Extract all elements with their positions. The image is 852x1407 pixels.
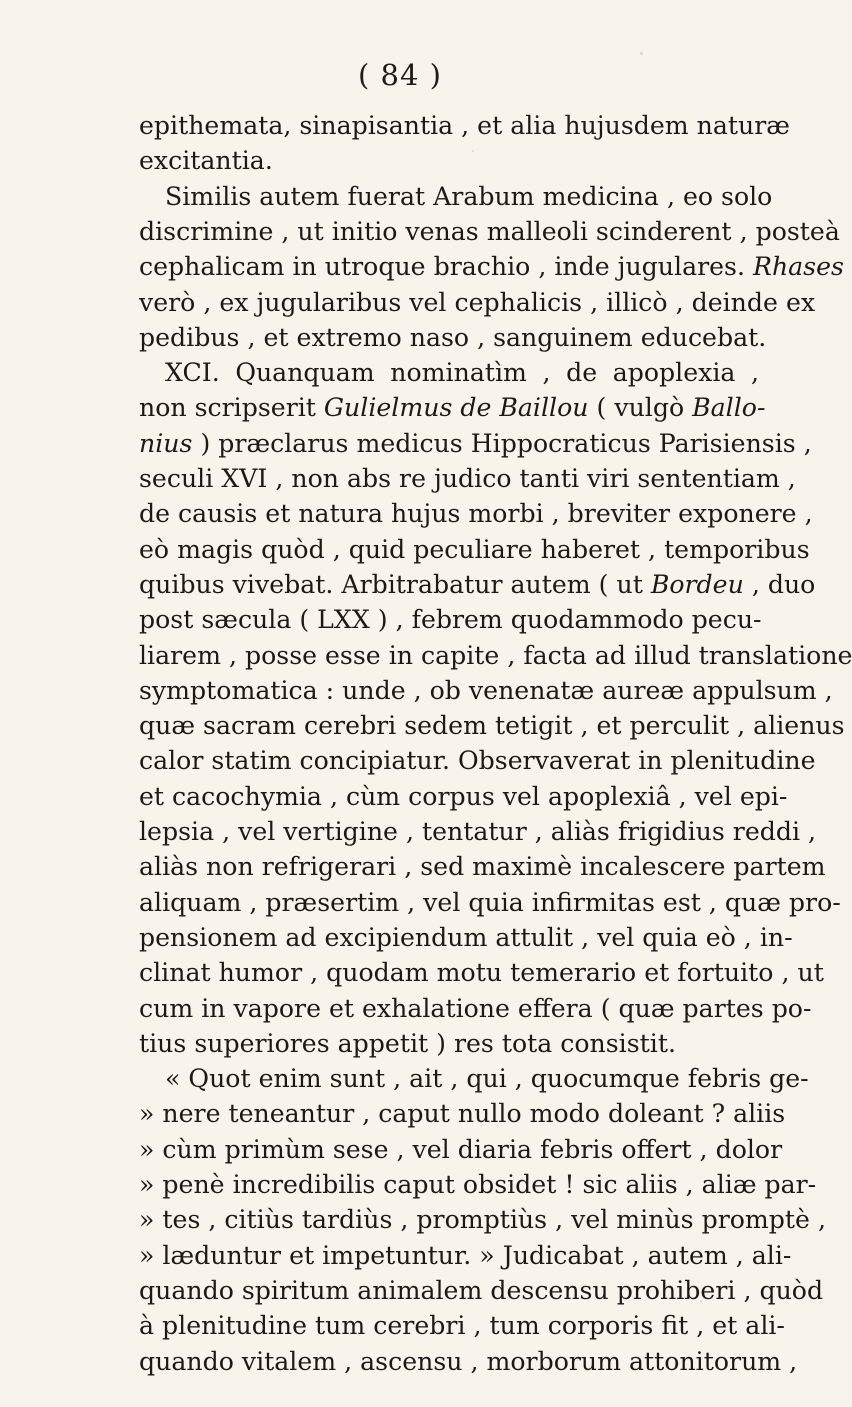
text-run: XCI. Quanquam nominatìm , de apoplexia , bbox=[165, 358, 759, 388]
text-run: aliquam , præsertim , vel quia infirmitas est , quæ pro- bbox=[139, 887, 841, 917]
text-line bbox=[139, 143, 759, 179]
text-run: , duo bbox=[743, 569, 816, 599]
text-run: à plenitudine tum cerebri , tum corporis fit , et ali- bbox=[139, 1311, 785, 1341]
text-line bbox=[139, 1273, 824, 1309]
text-run: discrimine , ut initio venas malleoli scinderent , posteà bbox=[139, 216, 840, 246]
text-run: de causis et natura hujus morbi , breviter exponere , bbox=[139, 499, 813, 529]
text-run: cephalicam in utroque brachio , inde jugulares. bbox=[139, 252, 753, 282]
text-run: seculi XVI , non abs re judico tanti viri sententiam , bbox=[139, 464, 796, 493]
text-line bbox=[139, 920, 793, 956]
text-line bbox=[139, 320, 767, 356]
text-run: quando vitalem , ascensu , morborum attonitorum , bbox=[139, 1346, 798, 1376]
text-line bbox=[139, 673, 833, 709]
text-line bbox=[139, 390, 766, 426]
text-line bbox=[139, 814, 817, 850]
italic-name: Ballo- bbox=[692, 393, 766, 423]
text-run: « Quot enim sunt , ait , qui , quocumque febris ge- bbox=[165, 1064, 809, 1094]
paper-fleck bbox=[472, 150, 474, 152]
text-line bbox=[139, 108, 790, 144]
text-run: quibus vivebat. Arbitrabatur autem ( ut bbox=[139, 569, 651, 599]
text-line bbox=[139, 567, 816, 603]
text-run: excitantia. bbox=[139, 146, 273, 176]
text-run: clinat humor , quodam motu temerario et fortuito , ut bbox=[139, 958, 824, 988]
text-run: cum in vapore et exhalatione effera ( quæ partes po- bbox=[139, 993, 812, 1023]
text-line bbox=[139, 1132, 783, 1168]
text-run: lepsia , vel vertigine , tentatur , aliàs frigidius reddi , bbox=[139, 817, 817, 846]
italic-name: Bordeu bbox=[650, 569, 744, 599]
text-line bbox=[139, 461, 796, 497]
text-line bbox=[139, 1238, 792, 1274]
text-line bbox=[139, 955, 824, 991]
text-run: » cùm primùm sese , vel diaria febris offert , dolor bbox=[139, 1134, 783, 1164]
text-line bbox=[139, 496, 813, 532]
text-line bbox=[139, 426, 812, 462]
text-run: Similis autem fuerat Arabum medicina , eo solo bbox=[165, 181, 773, 211]
text-line bbox=[139, 1167, 817, 1203]
text-line bbox=[139, 743, 816, 779]
text-line bbox=[139, 1308, 785, 1344]
text-line bbox=[139, 1026, 759, 1062]
text-run: » nere teneantur , caput nullo modo doleant ? aliis bbox=[139, 1099, 786, 1129]
text-line bbox=[139, 1344, 798, 1380]
text-run: » penè incredibilis caput obsidet ! sic aliis , aliæ par- bbox=[139, 1170, 817, 1199]
text-run: ( vulgò bbox=[588, 393, 693, 423]
text-run: » tes , citiùs tardiùs , promptiùs , vel minùs promptè , bbox=[139, 1205, 826, 1235]
text-run: pedibus , et extremo naso , sanguinem educebat. bbox=[139, 322, 767, 352]
italic-name: nius bbox=[139, 428, 193, 458]
text-run: quando spiritum animalem descensu prohiberi , quòd bbox=[139, 1275, 824, 1305]
text-run: post sæcula ( LXX ) , febrem quodammodo pecu- bbox=[139, 605, 762, 635]
text-run: pensionem ad excipiendum attulit , vel quia eò , in- bbox=[139, 922, 793, 952]
paper-fleck bbox=[640, 52, 643, 55]
text-run: verò , ex jugularibus vel cephalicis , illicò , deinde ex bbox=[139, 287, 816, 317]
text-run: ) præclarus medicus Hippocraticus Parisiensis , bbox=[192, 428, 812, 458]
text-run: eò magis quòd , quid peculiare haberet , temporibus bbox=[139, 534, 810, 564]
text-run: et cacochymia , cùm corpus vel apoplexiâ , vel epi- bbox=[139, 781, 788, 811]
text-line bbox=[165, 179, 773, 215]
text-line bbox=[165, 1061, 809, 1097]
paper-fleck bbox=[700, 1300, 702, 1303]
text-run: tius superiores appetit ) res tota consistit. bbox=[139, 1028, 676, 1058]
text-run: calor statim concipiatur. Observaverat in plenitudine bbox=[139, 746, 816, 776]
text-run: » læduntur et impetuntur. » Judicabat , autem , ali- bbox=[139, 1240, 792, 1270]
text-run: aliàs non refrigerari , sed maximè incalescere partem bbox=[139, 852, 826, 882]
text-run: quæ sacram cerebri sedem tetigit , et perculit , alienus bbox=[139, 711, 845, 741]
text-run: non scripserit bbox=[139, 393, 324, 423]
text-line bbox=[139, 708, 845, 744]
text-line bbox=[139, 285, 816, 321]
text-line bbox=[139, 1202, 826, 1238]
text-line bbox=[139, 849, 826, 885]
text-line bbox=[139, 885, 841, 921]
text-line bbox=[139, 214, 840, 250]
text-line bbox=[139, 638, 852, 674]
text-run: epithemata, sinapisantia , et alia hujusdem naturæ bbox=[139, 111, 790, 140]
text-run: liarem , posse esse in capite , facta ad illud translatione bbox=[139, 640, 852, 670]
page-number: ( 84 ) bbox=[358, 58, 442, 92]
text-line bbox=[139, 532, 810, 568]
text-line bbox=[165, 355, 759, 391]
text-run: symptomatica : unde , ob venenatæ aureæ appulsum , bbox=[139, 675, 833, 705]
text-line bbox=[139, 1096, 786, 1132]
text-line bbox=[139, 991, 812, 1027]
italic-name: Rhases bbox=[752, 252, 844, 282]
text-line bbox=[139, 779, 788, 815]
italic-name: Gulielmus de Baillou bbox=[323, 393, 589, 423]
text-line bbox=[139, 249, 844, 285]
text-line bbox=[139, 602, 762, 638]
